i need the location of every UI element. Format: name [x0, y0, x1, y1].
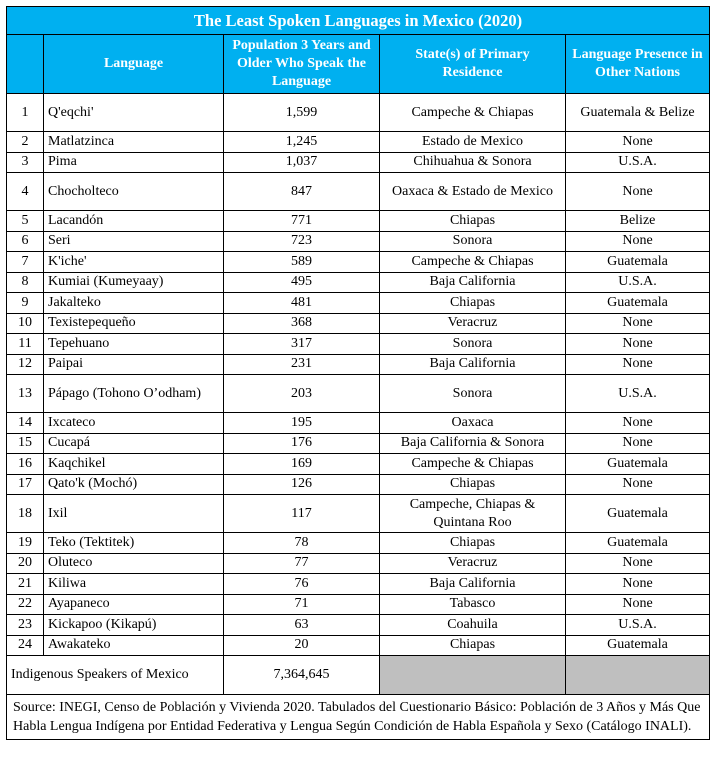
- row-population: 203: [224, 375, 380, 413]
- table-row: [7, 615, 710, 636]
- row-language: Awakateko: [44, 635, 224, 656]
- table-title: The Least Spoken Languages in Mexico (2020): [7, 7, 710, 35]
- row-presence: None: [566, 132, 710, 153]
- row-number: 11: [7, 334, 44, 355]
- row-states: Oaxaca & Estado de Mexico: [380, 173, 566, 211]
- header-language: Language: [44, 35, 224, 94]
- row-number: 13: [7, 375, 44, 413]
- table-body: [7, 94, 710, 656]
- row-number: 23: [7, 615, 44, 636]
- row-population: 63: [224, 615, 380, 636]
- row-population: 368: [224, 313, 380, 334]
- row-population: 481: [224, 293, 380, 314]
- row-language: Ayapaneco: [44, 594, 224, 615]
- row-language: Ixcateco: [44, 413, 224, 434]
- table-row: [7, 375, 710, 413]
- table-row: [7, 635, 710, 656]
- table-row: [7, 413, 710, 434]
- row-presence: None: [566, 334, 710, 355]
- row-presence: None: [566, 313, 710, 334]
- row-states: Tabasco: [380, 594, 566, 615]
- row-number: 19: [7, 533, 44, 554]
- row-number: 12: [7, 354, 44, 375]
- row-presence: Guatemala: [566, 252, 710, 273]
- row-number: 5: [7, 211, 44, 232]
- row-states: Chiapas: [380, 474, 566, 495]
- row-language: Texistepequeño: [44, 313, 224, 334]
- row-language: Lacandón: [44, 211, 224, 232]
- total-label: Indigenous Speakers of Mexico: [7, 656, 224, 695]
- row-states: Sonora: [380, 375, 566, 413]
- row-population: 317: [224, 334, 380, 355]
- table-row: [7, 495, 710, 533]
- row-language: Kumiai (Kumeyaay): [44, 272, 224, 293]
- languages-table: [6, 6, 710, 740]
- header-number: [7, 35, 44, 94]
- row-population: 723: [224, 231, 380, 252]
- row-population: 847: [224, 173, 380, 211]
- row-number: 2: [7, 132, 44, 153]
- row-presence: Guatemala: [566, 635, 710, 656]
- row-population: 176: [224, 433, 380, 454]
- table-row: [7, 94, 710, 132]
- table-row: [7, 173, 710, 211]
- row-states: Campeche, Chiapas & Quintana Roo: [380, 495, 566, 533]
- row-presence: Guatemala: [566, 495, 710, 533]
- row-number: 3: [7, 152, 44, 173]
- row-number: 24: [7, 635, 44, 656]
- row-number: 22: [7, 594, 44, 615]
- row-language: Qato'k (Mochó): [44, 474, 224, 495]
- row-population: 20: [224, 635, 380, 656]
- table-row: [7, 474, 710, 495]
- row-language: Tepehuano: [44, 334, 224, 355]
- row-language: Kaqchikel: [44, 454, 224, 475]
- header-presence: Language Presence in Other Nations: [566, 35, 710, 94]
- row-language: Pápago (Tohono O’odham): [44, 375, 224, 413]
- row-presence: None: [566, 173, 710, 211]
- row-number: 14: [7, 413, 44, 434]
- row-number: 6: [7, 231, 44, 252]
- total-population: 7,364,645: [224, 656, 380, 695]
- row-population: 1,599: [224, 94, 380, 132]
- table-row: [7, 252, 710, 273]
- row-states: Campeche & Chiapas: [380, 454, 566, 475]
- table-row: [7, 152, 710, 173]
- row-presence: None: [566, 553, 710, 574]
- row-states: Sonora: [380, 231, 566, 252]
- row-population: 771: [224, 211, 380, 232]
- row-number: 21: [7, 574, 44, 595]
- row-language: Paipai: [44, 354, 224, 375]
- source-note: Source: INEGI, Censo de Población y Vivienda 2020. Tabulados del Cuestionario Básico: Población de 3 Años y Más Que Habla Lengua Indígena por Entidad Federativa y Lengua Según Condición de Habla Española y Sexo (Catálogo INALI).: [7, 695, 710, 740]
- row-presence: U.S.A.: [566, 615, 710, 636]
- table-row: [7, 231, 710, 252]
- row-states: Coahuila: [380, 615, 566, 636]
- row-number: 18: [7, 495, 44, 533]
- row-states: Chiapas: [380, 211, 566, 232]
- row-language: Seri: [44, 231, 224, 252]
- row-language: Kiliwa: [44, 574, 224, 595]
- row-presence: None: [566, 433, 710, 454]
- row-number: 4: [7, 173, 44, 211]
- row-states: Veracruz: [380, 553, 566, 574]
- row-states: Oaxaca: [380, 413, 566, 434]
- row-population: 126: [224, 474, 380, 495]
- row-population: 1,037: [224, 152, 380, 173]
- header-population: Population 3 Years and Older Who Speak the Language: [224, 35, 380, 94]
- row-presence: None: [566, 231, 710, 252]
- row-number: 20: [7, 553, 44, 574]
- row-language: Matlatzinca: [44, 132, 224, 153]
- total-empty-cell: [380, 656, 566, 695]
- row-presence: None: [566, 474, 710, 495]
- row-language: Pima: [44, 152, 224, 173]
- row-states: Chiapas: [380, 533, 566, 554]
- row-language: Cucapá: [44, 433, 224, 454]
- row-language: Chocholteco: [44, 173, 224, 211]
- row-population: 195: [224, 413, 380, 434]
- row-presence: U.S.A.: [566, 152, 710, 173]
- row-population: 78: [224, 533, 380, 554]
- row-presence: Belize: [566, 211, 710, 232]
- table-row: [7, 433, 710, 454]
- row-language: Ixil: [44, 495, 224, 533]
- row-states: Campeche & Chiapas: [380, 94, 566, 132]
- row-number: 17: [7, 474, 44, 495]
- row-presence: Guatemala: [566, 293, 710, 314]
- table-row: [7, 313, 710, 334]
- row-states: Baja California & Sonora: [380, 433, 566, 454]
- table-row: [7, 594, 710, 615]
- table-row: [7, 334, 710, 355]
- row-population: 117: [224, 495, 380, 533]
- header-states: State(s) of Primary Residence: [380, 35, 566, 94]
- row-population: 495: [224, 272, 380, 293]
- row-language: Q'eqchi': [44, 94, 224, 132]
- row-states: Chiapas: [380, 635, 566, 656]
- row-language: Oluteco: [44, 553, 224, 574]
- total-empty-cell: [566, 656, 710, 695]
- row-states: Baja California: [380, 354, 566, 375]
- row-number: 10: [7, 313, 44, 334]
- table-row: [7, 272, 710, 293]
- row-states: Baja California: [380, 272, 566, 293]
- row-number: 7: [7, 252, 44, 273]
- row-states: Estado de Mexico: [380, 132, 566, 153]
- table-row: [7, 132, 710, 153]
- row-states: Campeche & Chiapas: [380, 252, 566, 273]
- table-container: [6, 6, 709, 740]
- row-presence: Guatemala: [566, 454, 710, 475]
- row-presence: None: [566, 574, 710, 595]
- row-population: 71: [224, 594, 380, 615]
- row-language: Teko (Tektitek): [44, 533, 224, 554]
- row-states: Chihuahua & Sonora: [380, 152, 566, 173]
- row-states: Veracruz: [380, 313, 566, 334]
- table-row: [7, 293, 710, 314]
- row-number: 1: [7, 94, 44, 132]
- row-presence: U.S.A.: [566, 272, 710, 293]
- row-number: 16: [7, 454, 44, 475]
- table-row: [7, 553, 710, 574]
- table-row: [7, 211, 710, 232]
- row-states: Sonora: [380, 334, 566, 355]
- row-presence: None: [566, 354, 710, 375]
- row-language: Jakalteko: [44, 293, 224, 314]
- row-states: Baja California: [380, 574, 566, 595]
- row-population: 589: [224, 252, 380, 273]
- row-number: 15: [7, 433, 44, 454]
- row-presence: None: [566, 594, 710, 615]
- row-number: 9: [7, 293, 44, 314]
- row-number: 8: [7, 272, 44, 293]
- row-states: Chiapas: [380, 293, 566, 314]
- row-presence: Guatemala & Belize: [566, 94, 710, 132]
- row-population: 1,245: [224, 132, 380, 153]
- row-presence: None: [566, 413, 710, 434]
- total-row: [7, 656, 710, 695]
- row-population: 76: [224, 574, 380, 595]
- row-presence: U.S.A.: [566, 375, 710, 413]
- table-row: [7, 533, 710, 554]
- row-language: K'iche': [44, 252, 224, 273]
- row-population: 231: [224, 354, 380, 375]
- row-presence: Guatemala: [566, 533, 710, 554]
- row-population: 77: [224, 553, 380, 574]
- table-row: [7, 354, 710, 375]
- table-row: [7, 454, 710, 475]
- row-population: 169: [224, 454, 380, 475]
- row-language: Kickapoo (Kikapú): [44, 615, 224, 636]
- table-row: [7, 574, 710, 595]
